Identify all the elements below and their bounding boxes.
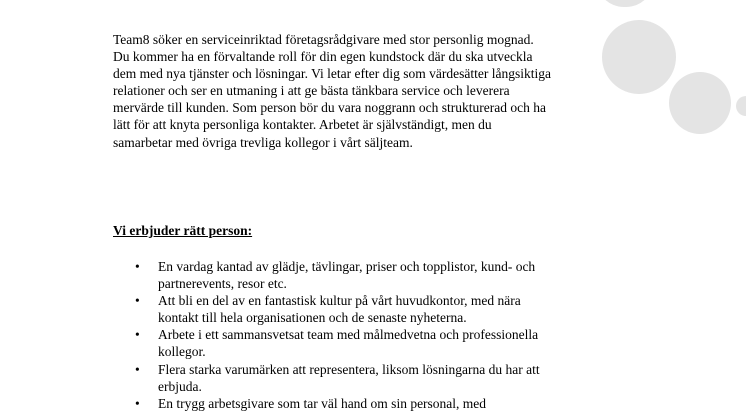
offer-heading: Vi erbjuder rätt person: [113, 223, 253, 238]
decorative-circle [669, 72, 731, 134]
list-item: • Flera starka varumärken att representera, liksom lösningarna du har att erbjuda. [113, 361, 553, 395]
list-item: • En trygg arbetsgivare som tar väl hand om sin personal, med [113, 395, 553, 412]
decorative-circle [596, 0, 654, 7]
list-item: • Att bli en del av en fantastisk kultur på vårt huvudkontor, med nära kontakt till hela organisationen och de senaste nyheterna. [113, 292, 553, 326]
decorative-circle [602, 20, 676, 94]
benefits-list [113, 258, 553, 412]
list-item: • En vardag kantad av glädje, tävlingar, priser och topplistor, kund- och partnerevents, resor etc. [113, 258, 553, 292]
intro-paragraph: Team8 söker en serviceinriktad företagsrådgivare med stor personlig mognad. Du kommer ha en förvaltande roll för din egen kundstock där du ska utveckla dem med nya tjänster och lösningar. Vi letar efter dig som värdesätter långsiktiga relationer och ser en utmaning i att ge bästa tänkbara service och leverera mervärde till kunden. Som person bör du vara noggrann och strukturerad och ha lätt för att knyta personliga kontakter. Arbetet är självständigt, men du samarbetar med övriga trevliga kollegor i vårt säljteam. [113, 32, 551, 150]
decorative-circle [736, 96, 746, 116]
list-item: • Arbete i ett sammansvetsat team med målmedvetna och professionella kollegor. [113, 326, 553, 360]
